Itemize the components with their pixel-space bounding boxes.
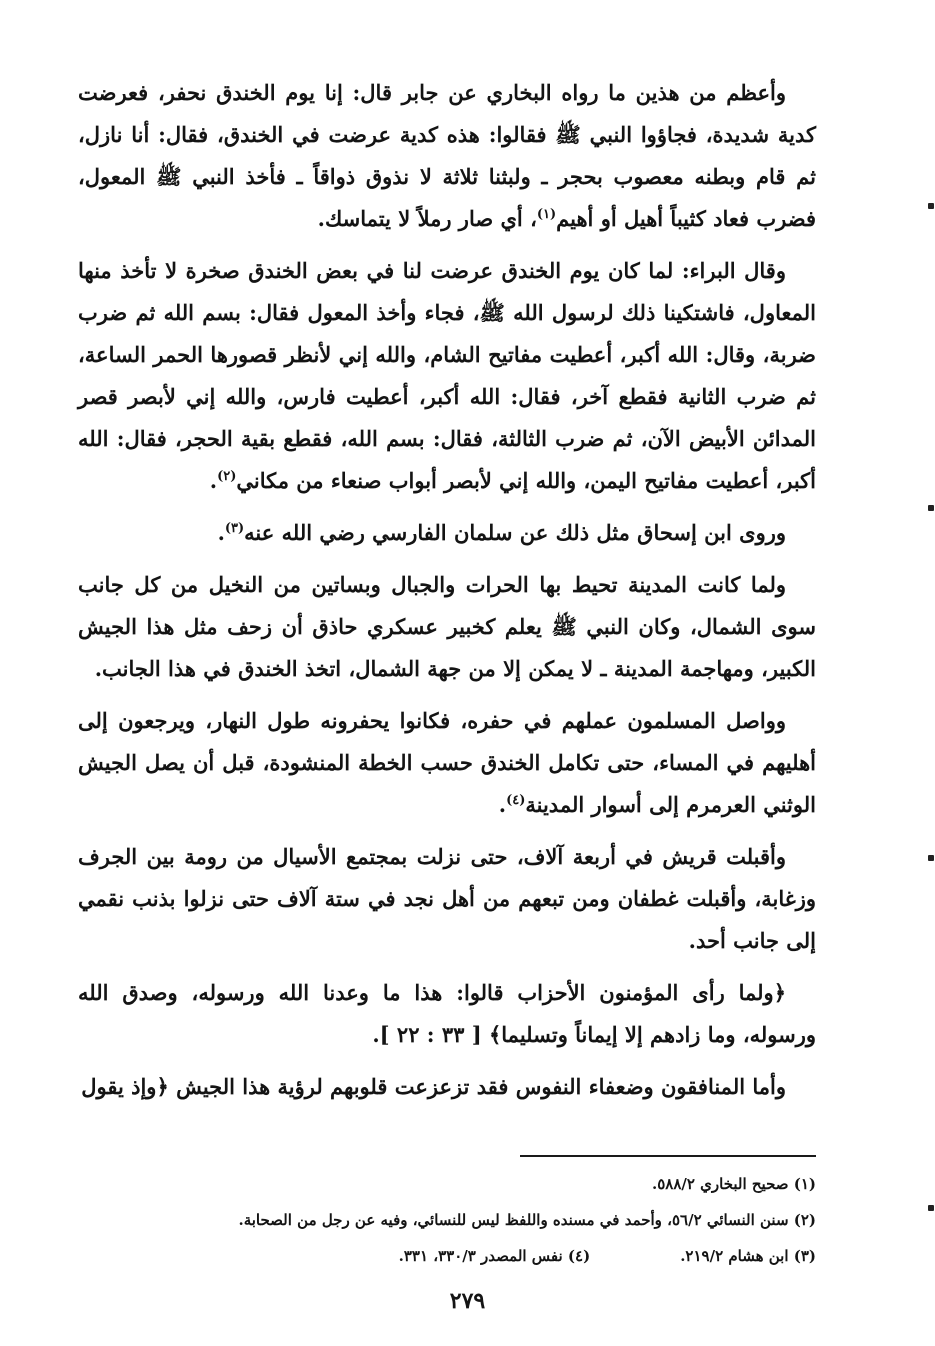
margin-mark: [928, 1205, 934, 1211]
footnote-2: (٢) سنن النسائي ٥٦/٢، وأحمد في مسنده واللفظ ليس للنسائي، وفيه عن رجل من الصحابة.: [238, 1211, 816, 1229]
paragraph-2: [78, 250, 816, 502]
footnote-3: (٣) ابن هشام ٢١٩/٢.: [680, 1247, 816, 1265]
paragraph-1-text: وأعظم من هذين ما رواه البخاري عن جابر قال: إنا يوم الخندق نحفر، فعرضت كدية شديدة، فجاؤوا النبي ﷺ فقالوا: هذه كدية عرضت في الخندق، فقال: أنا نازل، ثم قام وبطنه معصوب بحجر ـ ولبثنا ثلاثة لا نذوق ذواقاً ـ فأخذ النبي ﷺ المعول، فضرب فعاد كثيباً أهيل أو أهيم: [78, 80, 816, 231]
paragraph-8: وأما المنافقون وضعفاء النفوس فقد تزعزعت قلوبهم لرؤية هذا الجيش ﴿وإذ يقول: [81, 1074, 786, 1099]
footnote-1: (١) صحيح البخاري ٥٨٨/٢.: [651, 1175, 816, 1193]
paragraph-3-text: وروى ابن إسحاق مثل ذلك عن سلمان الفارسي رضي الله عنه: [244, 520, 786, 545]
paragraph-3-tail: .: [217, 520, 225, 545]
footnote-divider: [520, 1155, 816, 1157]
page-number: ٢٧٩: [449, 1288, 486, 1314]
paragraph-2-tail: .: [209, 468, 218, 493]
footnote-row-3-4: [78, 1238, 816, 1274]
paragraph-1: [78, 72, 816, 240]
footnote-ref-2: (٢): [217, 469, 237, 484]
paragraph-5-tail: .: [498, 792, 507, 817]
paragraph-3: [78, 512, 816, 554]
main-text: [78, 72, 816, 1114]
footnotes: [78, 1166, 816, 1274]
margin-mark: [928, 855, 934, 861]
paragraph-5: [78, 700, 816, 826]
footnote-4: (٤) نفس المصدر ٣٣٠/٣، ٣٣١.: [398, 1247, 591, 1265]
paragraph-2-text: وقال البراء: لما كان يوم الخندق عرضت لنا في بعض الخندق صخرة لا تأخذ منها المعاول، فاشتكينا ذلك لرسول الله ﷺ، فجاء وأخذ المعول فقال: بسم الله ثم ضرب ضربة، وقال: الله أكبر، أعطيت مفاتيح الشام، والله إني لأنظر قصورها الحمر الساعة، ثم ضرب الثانية فقطع آخر، فقال: الله أكبر، أعطيت فارس، والله إني لأبصر قصر المدائن الأبيض الآن، ثم ضرب الثالثة، فقال: بسم الله، فقطع بقية الحجر، فقال: الله أكبر، أعطيت مفاتيح اليمن، والله إني لأبصر أبواب صنعاء من مكاني: [78, 258, 816, 493]
paragraph-6: وأقبلت قريش في أربعة آلاف، حتى نزلت بمجتمع الأسيال من رومة بين الجرف وزغابة، وأقبلت غطفان ومن تبعهم من أهل نجد في ستة آلاف حتى نزلوا بذنب نقمي إلى جانب أحد.: [78, 844, 816, 953]
paragraph-7-quran-verse: ﴿ولما رأى المؤمنون الأحزاب قالوا: هذا ما وعدنا الله ورسوله، وصدق الله ورسوله، وما زادهم إلا إيماناً وتسليما﴾ [ ٣٣ : ٢٢ ].: [78, 980, 816, 1047]
footnote-ref-4: (٤): [506, 793, 526, 808]
footnote-ref-1: (١): [536, 207, 557, 222]
paragraph-5-text: وواصل المسلمون عملهم في حفره، فكانوا يحفرونه طول النهار، ويرجعون إلى أهليهم في المساء، حتى تكامل الخندق حسب الخطة المنشودة، قبل أن يصل الجيش الوثني العرمرم إلى أسوار المدينة: [78, 708, 816, 817]
margin-mark: [928, 505, 934, 511]
paragraph-1-tail: ، أي صار رملاً لا يتماسك.: [317, 206, 537, 231]
footnote-ref-3: (٣): [224, 521, 245, 536]
paragraph-4: ولما كانت المدينة تحيط بها الحرات والجبال وبساتين من النخيل من كل جانب سوى الشمال، وكان النبي ﷺ يعلم كخبير عسكري حاذق أن زحف مثل هذا الجيش الكبير، ومهاجمة المدينة ـ لا يمكن إلا من جهة الشمال، اتخذ الخندق في هذا الجانب.: [78, 572, 816, 681]
margin-mark: [928, 203, 934, 209]
